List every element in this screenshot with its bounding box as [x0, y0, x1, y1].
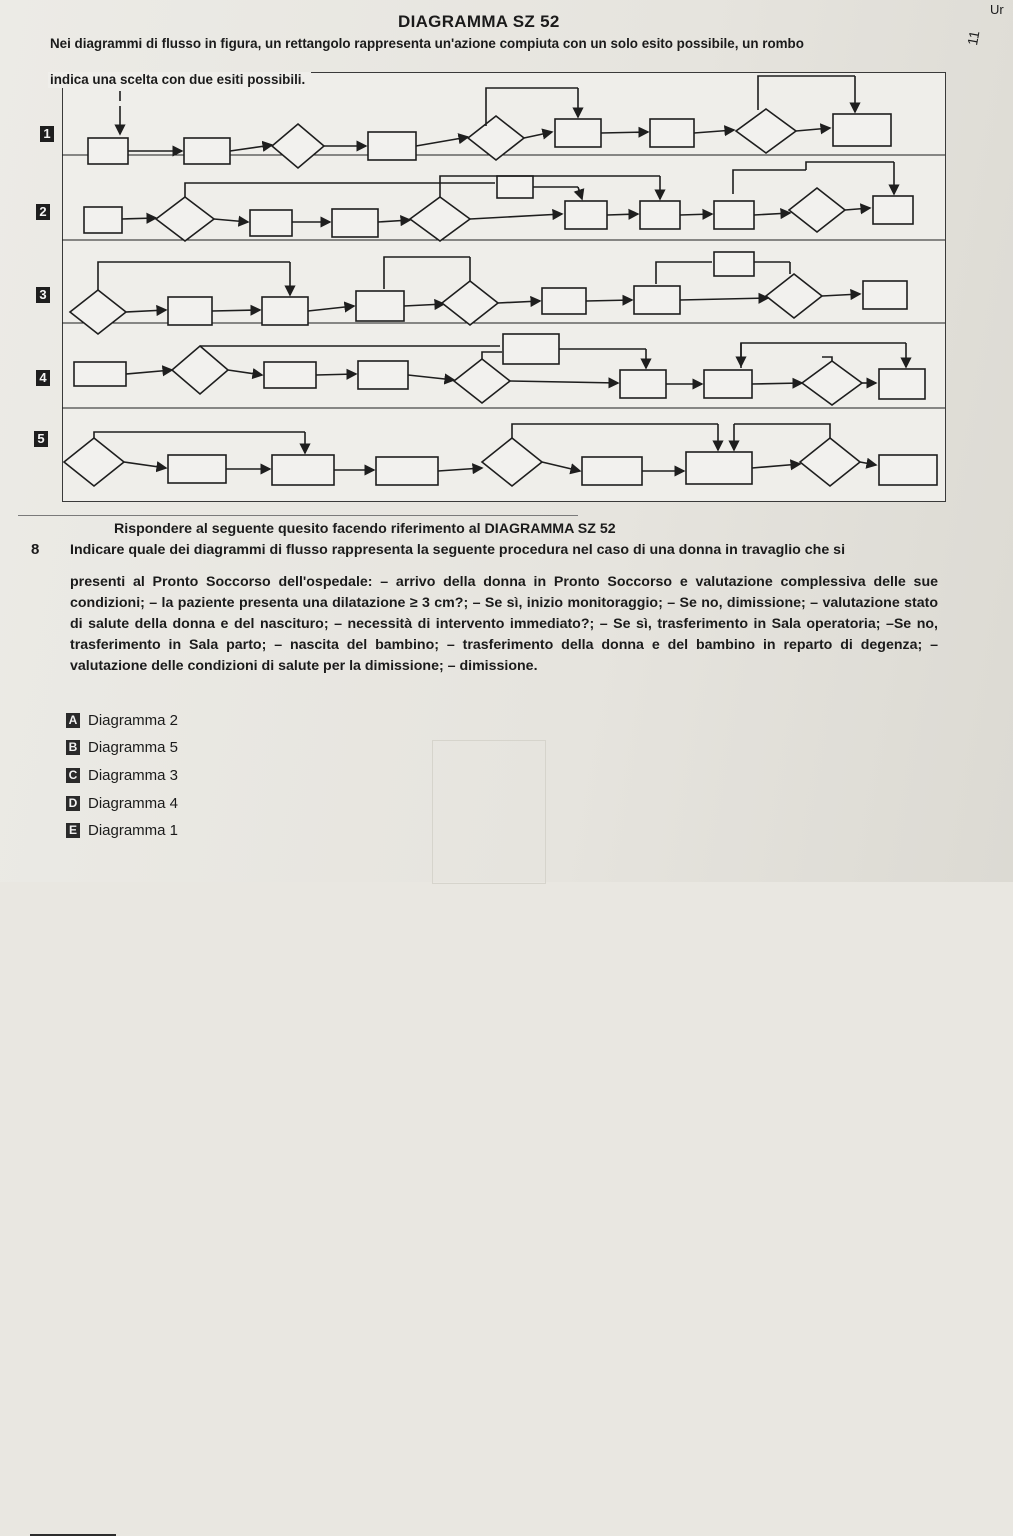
- flow-arrow: [694, 130, 734, 133]
- flow-line: [734, 424, 830, 438]
- flow-arrow: [754, 213, 790, 215]
- flow-line: [512, 424, 718, 438]
- flow-arrow: [680, 298, 768, 300]
- flow-arrow: [228, 370, 262, 375]
- flow-arrow: [122, 218, 156, 219]
- flow-arrow: [586, 300, 632, 301]
- action-rectangle: [497, 176, 533, 198]
- flow-arrow: [542, 462, 580, 471]
- diagram-number-5: 5: [34, 431, 48, 447]
- decision-diamond: [454, 359, 510, 403]
- flow-arrow: [212, 310, 260, 311]
- flow-line: [806, 162, 894, 170]
- action-rectangle: [262, 297, 308, 325]
- option-a[interactable]: [66, 712, 178, 730]
- action-rectangle: [714, 201, 754, 229]
- action-rectangle: [168, 455, 226, 483]
- action-rectangle: [272, 455, 334, 485]
- flow-line: [733, 170, 806, 194]
- flow-arrow: [822, 294, 860, 296]
- decision-diamond: [766, 274, 822, 318]
- decision-diamond: [442, 281, 498, 325]
- flow-arrow: [607, 214, 638, 215]
- flow-arrow: [126, 310, 166, 312]
- flow-line: [656, 262, 712, 284]
- option-label: Diagramma 2: [88, 712, 179, 729]
- action-rectangle: [368, 132, 416, 160]
- action-rectangle: [704, 370, 752, 398]
- flow-line: [758, 76, 855, 110]
- decision-diamond: [468, 116, 524, 160]
- action-rectangle: [565, 201, 607, 229]
- action-rectangle: [376, 457, 438, 485]
- option-c[interactable]: [66, 767, 178, 785]
- flow-arrow: [578, 187, 582, 199]
- action-rectangle: [503, 334, 559, 364]
- option-letter: E: [66, 823, 80, 838]
- flow-line: [482, 352, 502, 359]
- flow-arrow: [404, 304, 444, 306]
- action-rectangle: [640, 201, 680, 229]
- action-rectangle: [264, 362, 316, 388]
- action-rectangle: [714, 252, 754, 276]
- flow-line: [384, 257, 470, 289]
- flow-arrow: [752, 383, 802, 384]
- diagram-number-2: 2: [36, 204, 50, 220]
- decision-diamond: [70, 290, 126, 334]
- page-title: DIAGRAMMA SZ 52: [398, 12, 560, 31]
- flow-arrow: [498, 301, 540, 303]
- action-rectangle: [879, 455, 937, 485]
- flow-arrow: [524, 132, 552, 138]
- decision-diamond: [410, 197, 470, 241]
- decision-diamond: [800, 438, 860, 486]
- action-rectangle: [74, 362, 126, 386]
- action-rectangle: [863, 281, 907, 309]
- action-rectangle: [686, 452, 752, 484]
- action-rectangle: [879, 369, 925, 399]
- flow-arrow: [214, 219, 248, 222]
- action-rectangle: [88, 138, 128, 164]
- flow-arrow: [408, 375, 454, 380]
- diagram-number-1: 1: [40, 126, 54, 142]
- option-letter: B: [66, 740, 80, 755]
- question-number: 8: [31, 541, 40, 558]
- action-rectangle: [620, 370, 666, 398]
- question-heading: Rispondere al seguente quesito facendo riferimento al DIAGRAMMA SZ 52: [114, 521, 616, 537]
- action-rectangle: [634, 286, 680, 314]
- action-rectangle: [650, 119, 694, 147]
- option-label: Diagramma 4: [88, 795, 179, 812]
- decision-diamond: [64, 438, 124, 486]
- option-label: Diagramma 5: [88, 739, 179, 756]
- option-d[interactable]: [66, 795, 178, 813]
- diagram-number-4: 4: [36, 370, 50, 386]
- decision-diamond: [736, 109, 796, 153]
- flow-arrow: [316, 374, 356, 375]
- page-number: 11: [964, 29, 983, 47]
- action-rectangle: [582, 457, 642, 485]
- decision-diamond: [789, 188, 845, 232]
- diagram-number-3: 3: [36, 287, 50, 303]
- flow-line: [98, 262, 290, 290]
- option-b[interactable]: [66, 739, 178, 757]
- flow-arrow: [860, 462, 876, 465]
- flow-arrow: [438, 468, 482, 471]
- flow-line: [94, 432, 305, 438]
- action-rectangle: [833, 114, 891, 146]
- option-label: Diagramma 1: [88, 822, 179, 839]
- action-rectangle: [555, 119, 601, 147]
- flow-line: [185, 183, 495, 197]
- flow-arrow: [680, 214, 712, 215]
- decision-diamond: [156, 197, 214, 241]
- action-rectangle: [84, 207, 122, 233]
- flow-arrow: [416, 137, 468, 146]
- flow-arrow: [470, 214, 562, 219]
- flowcharts-drawing: [0, 0, 1013, 520]
- action-rectangle: [356, 291, 404, 321]
- decision-diamond: [802, 361, 862, 405]
- flow-line: [741, 343, 906, 368]
- flow-arrow: [601, 132, 648, 133]
- question-intro: Indicare quale dei diagrammi di flusso rappresenta la seguente procedura nel caso di una donna in travaglio che si: [70, 542, 846, 558]
- option-letter: D: [66, 796, 80, 811]
- decision-diamond: [272, 124, 324, 168]
- intro-line-1: Nei diagrammi di flusso in figura, un rettangolo rappresenta un'azione compiuta con un solo esito possibile, un rombo: [50, 36, 804, 51]
- faded-background-square: [432, 740, 546, 884]
- flow-arrow: [126, 370, 172, 374]
- flow-arrow: [752, 464, 800, 468]
- action-rectangle: [542, 288, 586, 314]
- flow-arrow: [124, 462, 166, 468]
- option-label: Diagramma 3: [88, 767, 179, 784]
- corner-text: Ur: [990, 2, 1004, 17]
- decision-diamond: [482, 438, 542, 486]
- flow-arrow: [845, 208, 870, 210]
- flow-arrow: [378, 220, 410, 222]
- section-divider: [18, 515, 578, 516]
- option-letter: C: [66, 768, 80, 783]
- action-rectangle: [358, 361, 408, 389]
- flow-arrow: [796, 128, 830, 131]
- decision-diamond: [172, 346, 228, 394]
- action-rectangle: [168, 297, 212, 325]
- flow-arrow: [230, 145, 272, 151]
- option-letter: A: [66, 713, 80, 728]
- action-rectangle: [184, 138, 230, 164]
- option-e[interactable]: [66, 822, 178, 840]
- action-rectangle: [250, 210, 292, 236]
- flow-arrow: [308, 306, 354, 311]
- action-rectangle: [873, 196, 913, 224]
- flow-line: [822, 357, 832, 361]
- intro-line-2: indica una scelta con due esiti possibili.: [48, 72, 311, 88]
- action-rectangle: [332, 209, 378, 237]
- flow-arrow: [510, 381, 618, 383]
- question-body: presenti al Pronto Soccorso dell'ospedale: – arrivo della donna in Pronto Soccorso e valutazione complessiva delle sue condizioni; – la paziente presenta una dilatazione ≥ 3 cm?; – Se sì, inizio monitoraggio; – Se no, dimissione; – valutazione stato di salute della donna e del nascituro; – necessità di intervento immediato?; – Se sì, trasferimento in Sala operatoria; –Se no, trasferimento in Sala parto; – nascita del bambino; – trasferimento della donna e del bambino in reparto di degenza; – valutazione delle condizioni di salute per la dimissione; – dimissione.: [70, 574, 938, 674]
